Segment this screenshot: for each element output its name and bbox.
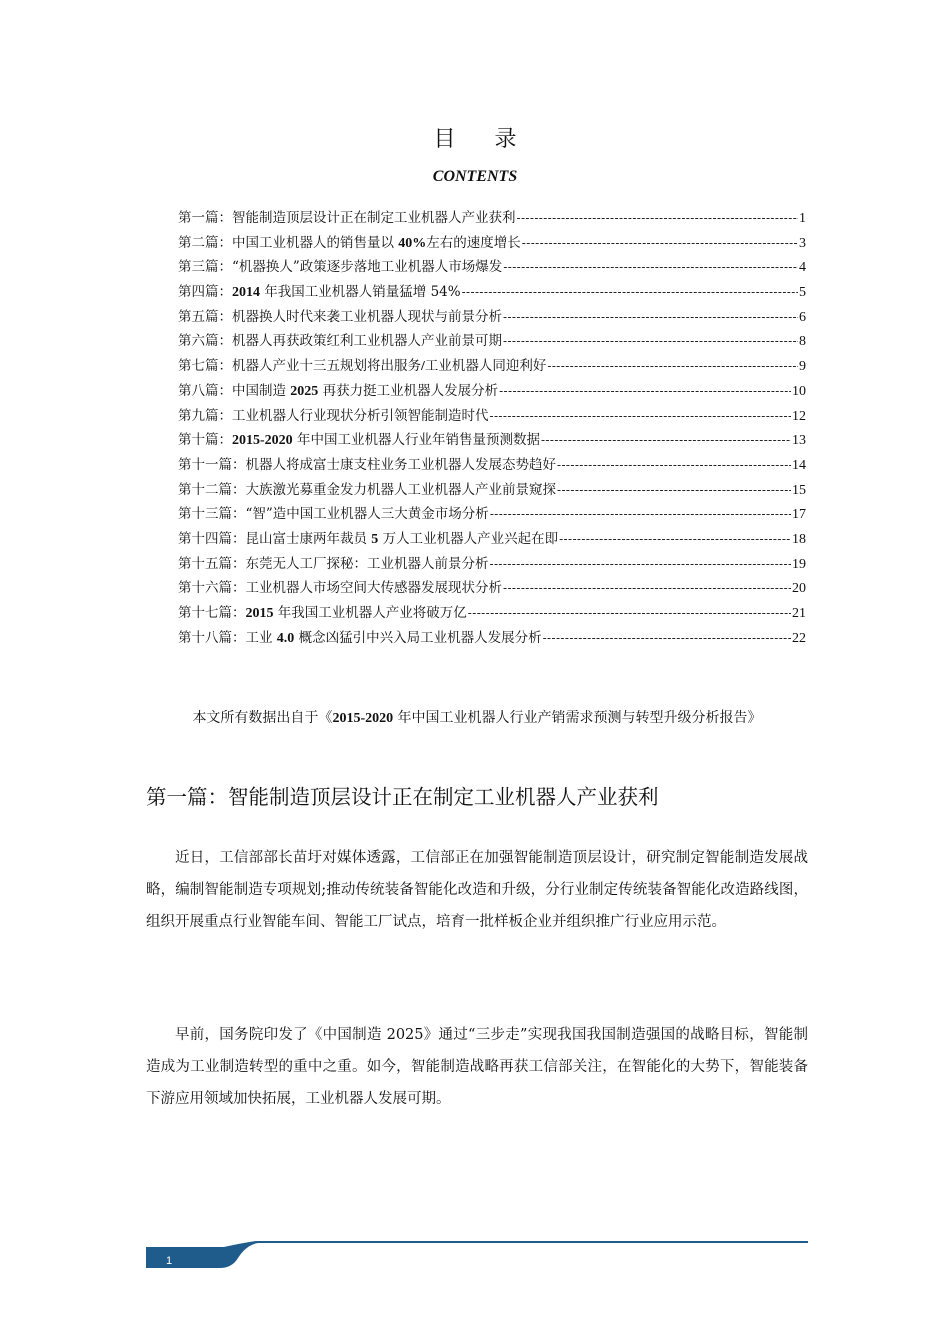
toc-entry[interactable]: 第一篇：智能制造顶层设计正在制定工业机器人产业获利 ----- 1 <box>178 206 806 231</box>
toc-page-number: 19 <box>792 556 806 572</box>
toc-leader <box>517 210 799 226</box>
toc-leader <box>490 408 792 424</box>
footer-bar-shape <box>146 1241 808 1268</box>
toc-entry[interactable]: 第十篇：2015-2020 年中国工业机器人行业年销售量预测数据 ----- 13 <box>178 428 806 453</box>
toc-entry[interactable]: 第十一篇：机器人将成富士康支柱业务工业机器人发展态势趋好 ----- 14 <box>178 453 806 478</box>
toc-leader <box>499 383 791 399</box>
toc-page-number: 20 <box>792 581 806 597</box>
toc-entry[interactable]: 第七篇：机器人产业十三五规划将出服务/工业机器人同迎利好 ----- 9 <box>178 354 806 379</box>
toc-leader <box>543 630 791 646</box>
toc-leader <box>503 333 798 349</box>
toc-entry[interactable]: 第八篇：中国制造 2025 再获力挺工业机器人发展分析 ----- 10 <box>178 379 806 404</box>
toc-leader <box>462 284 798 300</box>
toc-leader <box>490 556 792 572</box>
toc-entry[interactable]: 第十八篇：工业 4.0 概念凶猛引中兴入局工业机器人发展分析 ----- 22 <box>178 626 806 651</box>
toc-page-number: 15 <box>792 482 806 498</box>
toc-entry[interactable]: 第六篇：机器人再获政策红利工业机器人产业前景可期 ----- 8 <box>178 329 806 354</box>
source-note: 本文所有数据出自于《2015-2020 年中国工业机器人行业产销需求预测与转型升级分析报告》 <box>192 710 762 726</box>
toc-page-number: 21 <box>792 606 806 621</box>
toc-entry[interactable]: 第十七篇：2015 年我国工业机器人产业将破万亿 ----- 21 <box>178 601 806 626</box>
toc-page-number: 22 <box>792 630 806 646</box>
toc-leader <box>547 358 798 374</box>
toc-leader <box>559 531 791 547</box>
toc-entry[interactable]: 第四篇：2014 年我国工业机器人销量猛增 54% ----- 5 <box>178 280 806 305</box>
toc-page-number: 8 <box>799 334 806 350</box>
toc-leader <box>557 482 791 498</box>
toc-leader <box>490 506 791 522</box>
toc-page-number: 5 <box>799 285 806 301</box>
chapter-heading: 第一篇：智能制造顶层设计正在制定工业机器人产业获利 <box>146 785 659 809</box>
toc-entry[interactable]: 第二篇：中国工业机器人的销售量以 40%左右的速度增长 ----- 3 <box>178 231 806 256</box>
toc-page-number: 4 <box>799 260 806 276</box>
toc-leader <box>541 432 791 448</box>
toc-page-number: 3 <box>799 235 806 251</box>
toc-page-number: 12 <box>792 408 806 424</box>
toc-entry[interactable]: 第三篇：“机器换人”政策逐步落地工业机器人市场爆发 ----- 4 <box>178 255 806 280</box>
toc-page-number: 10 <box>792 383 806 399</box>
toc-entry[interactable]: 第十四篇：昆山富士康两年裁员 5 万人工业机器人产业兴起在即 ----- 18 <box>178 527 806 552</box>
toc-page-number: 1 <box>799 211 806 226</box>
toc-leader <box>522 235 798 251</box>
toc-entry[interactable]: 第十三篇：“智”造中国工业机器人三大黄金市场分析 ----- 17 <box>178 502 806 527</box>
toc-subtitle: CONTENTS <box>432 168 518 185</box>
toc-entry[interactable]: 第十五篇：东莞无人工厂探秘：工业机器人前景分析 ----- 19 <box>178 552 806 577</box>
page-number: 1 <box>166 1255 173 1267</box>
toc-page-number: 14 <box>792 457 806 473</box>
toc-entry[interactable]: 第十六篇：工业机器人市场空间大传感器发展现状分析 ----- 20 <box>178 576 806 601</box>
toc-page-number: 9 <box>799 359 806 375</box>
toc-title: 目 录 <box>433 127 533 152</box>
toc-leader <box>557 457 791 473</box>
table-of-contents <box>178 206 806 650</box>
toc-page-number: 13 <box>792 433 806 449</box>
body-paragraph: 早前，国务院印发了《中国制造 2025》通过“三步走”实现我国我国制造强国的战略目标，智能制造成为工业制造转型的重中之重。如今，智能制造战略再获工信部关注，在智能化的大势下，智能装备下游应用领域加快拓展，工业机器人发展可期。 <box>146 1027 808 1107</box>
footer-bar <box>146 1238 808 1268</box>
toc-leader <box>503 580 791 596</box>
toc-entry[interactable]: 第十二篇：大族激光募重金发力机器人工业机器人产业前景窥探 ----- 15 <box>178 478 806 503</box>
toc-leader <box>503 309 798 325</box>
body-paragraph: 近日，工信部部长苗圩对媒体透露，工信部正在加强智能制造顶层设计，研究制定智能制造发展战略，编制智能制造专项规划;推动传统装备智能化改造和升级，分行业制定传统装备智能化改造路线图，组织开展重点行业智能车间、智能工厂试点，培育一批样板企业并组织推广行业应用示范。 <box>146 850 808 930</box>
toc-entry[interactable]: 第九篇：工业机器人行业现状分析引领智能制造时代 ----- 12 <box>178 404 806 429</box>
toc-entry[interactable]: 第五篇：机器换人时代来袭工业机器人现状与前景分析 ----- 6 <box>178 305 806 330</box>
toc-page-number: 6 <box>799 309 806 325</box>
toc-leader <box>503 259 798 275</box>
toc-page-number: 17 <box>792 507 806 523</box>
toc-page-number: 18 <box>792 531 806 547</box>
toc-leader <box>468 605 791 621</box>
